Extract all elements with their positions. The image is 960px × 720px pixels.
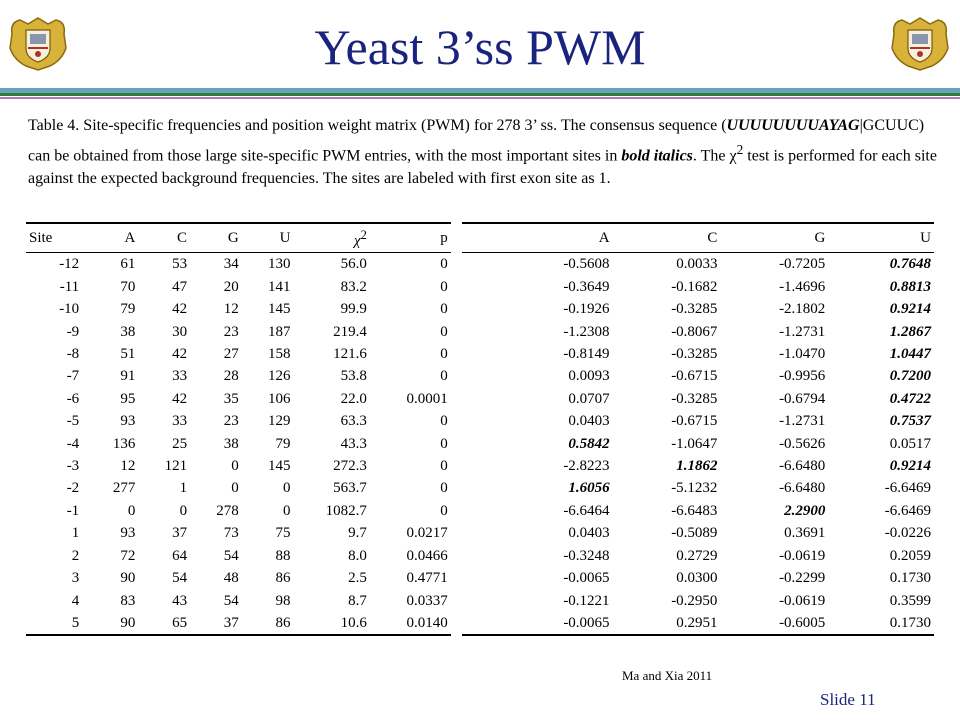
cell-pwm-a: -0.5608 (563, 256, 610, 273)
cell-p-value: 0.0466 (406, 547, 448, 564)
cell-c-count: 33 (172, 413, 188, 430)
cell-p-value: 0 (440, 413, 448, 430)
cell-pwm-c: 0.2951 (613, 612, 721, 635)
cell-site: 2 (71, 547, 80, 564)
cell-u-count: 158 (267, 346, 291, 363)
cell-a-count: 90 (120, 570, 136, 587)
caption-chi-sup: 2 (736, 141, 744, 157)
cell-gap (451, 612, 462, 635)
slide-title: Yeast 3’ss PWM (314, 19, 646, 75)
cell-u-count: 141 (267, 278, 291, 295)
header-u-count: U (242, 223, 294, 253)
cell-a-count: 93 (120, 413, 136, 430)
cell-site: 5 (26, 612, 82, 635)
cell-c-count: 54 (172, 570, 188, 587)
table-row (26, 455, 934, 477)
header-site: Site (26, 223, 82, 253)
table-row (26, 343, 934, 365)
cell-pwm-g: -0.2299 (779, 570, 826, 587)
table-row (26, 410, 934, 432)
cell-chi-square: 10.6 (293, 612, 369, 635)
cell-site: 4 (71, 592, 80, 609)
cell-a-count: 61 (120, 256, 136, 273)
cell-pwm-a: -0.3248 (563, 547, 610, 564)
cell-a-count: 83 (120, 592, 136, 609)
cell-pwm-u: 0.0517 (889, 435, 931, 452)
caption-text-2: |GCUUC) can be obtained from those large site-specific PWM entries, with the most important sites in (28, 117, 925, 164)
cell-a-count: 91 (120, 368, 136, 385)
cell-pwm-u: 0.1730 (889, 570, 931, 587)
cell-pwm-c: -0.3285 (671, 346, 718, 363)
cell-chi-square: 56.0 (340, 256, 367, 273)
cell-a-count: 93 (120, 525, 136, 542)
cell-pwm-u: 0.9214 (889, 301, 931, 318)
cell-pwm-a: -0.1926 (563, 301, 610, 318)
table-row (26, 321, 934, 343)
cell-a-count: 90 (82, 612, 138, 635)
title-rule-green (0, 93, 960, 96)
cell-pwm-g: 2.2900 (784, 502, 826, 519)
table-row (26, 522, 934, 544)
cell-site: -8 (66, 346, 80, 363)
cell-pwm-a: -0.0065 (563, 570, 610, 587)
cell-pwm-c: 0.0300 (676, 570, 718, 587)
cell-site: -4 (66, 435, 80, 452)
cell-a-count: 70 (120, 278, 136, 295)
cell-c-count: 43 (172, 592, 188, 609)
cell-pwm-u: 1.2867 (889, 323, 931, 340)
cell-chi-square: 99.9 (340, 301, 367, 318)
header-chi-sup: 2 (360, 228, 367, 242)
cell-chi-square: 8.0 (348, 547, 367, 564)
cell-pwm-g: -2.1802 (779, 301, 826, 318)
table-row (26, 365, 934, 387)
cell-p-value: 0 (440, 435, 448, 452)
cell-pwm-c: -0.5089 (671, 525, 718, 542)
cell-site: -12 (59, 256, 80, 273)
cell-pwm-a: -0.1221 (563, 592, 610, 609)
cell-pwm-u: -6.6469 (884, 502, 931, 519)
cell-pwm-g: -0.6794 (779, 390, 826, 407)
cell-pwm-g: -6.6480 (779, 458, 826, 475)
cell-pwm-g: -1.0470 (779, 346, 826, 363)
caption-text-3: . The χ (692, 146, 737, 164)
cell-pwm-c: -0.3285 (671, 390, 718, 407)
cell-pwm-c: 0.0033 (676, 256, 718, 273)
table-row (26, 500, 934, 522)
cell-u-count: 75 (275, 525, 291, 542)
cell-pwm-c: -0.8067 (671, 323, 718, 340)
cell-u-count: 0 (282, 480, 291, 497)
cell-g-count: 0 (231, 458, 239, 475)
table-header-row (26, 223, 934, 253)
cell-site: -9 (66, 323, 80, 340)
cell-site: -1 (66, 502, 80, 519)
cell-pwm-u: 0.7648 (889, 256, 931, 273)
cell-pwm-c: -1.0647 (671, 435, 718, 452)
cell-a-count: 0 (127, 502, 136, 519)
cell-gap (451, 522, 462, 544)
cell-c-count: 30 (172, 323, 188, 340)
cell-pwm-u: 0.7200 (889, 368, 931, 385)
cell-c-count: 65 (138, 612, 190, 635)
cell-pwm-c: -0.2950 (671, 592, 718, 609)
cell-chi-square: 272.3 (333, 458, 367, 475)
cell-pwm-u: 0.8813 (889, 278, 931, 295)
cell-gap (451, 500, 462, 522)
cell-a-count: 38 (120, 323, 136, 340)
cell-a-count: 95 (120, 390, 136, 407)
table-row (26, 433, 934, 455)
header-pwm-g: G (720, 223, 828, 253)
cell-u-count: 86 (275, 570, 291, 587)
cell-pwm-c: -0.1682 (671, 278, 718, 295)
cell-pwm-a: 0.0403 (568, 413, 610, 430)
cell-gap (451, 455, 462, 477)
cell-gap (451, 477, 462, 499)
cell-a-count: 51 (120, 346, 136, 363)
table-row (26, 388, 934, 410)
cell-g-count: 48 (223, 570, 239, 587)
cell-g-count: 54 (223, 547, 239, 564)
cell-g-count: 54 (223, 592, 239, 609)
cell-c-count: 42 (172, 346, 188, 363)
cell-chi-square: 2.5 (348, 570, 367, 587)
cell-pwm-g: -1.2731 (779, 323, 826, 340)
cell-pwm-g: -1.4696 (779, 278, 826, 295)
cell-p-value: 0.0217 (406, 525, 448, 542)
cell-c-count: 42 (172, 301, 188, 318)
cell-pwm-u: 1.0447 (889, 346, 931, 363)
cell-c-count: 53 (172, 256, 188, 273)
slide-number: Slide 11 (820, 690, 876, 709)
cell-gap (451, 276, 462, 298)
cell-g-count: 73 (223, 525, 239, 542)
cell-pwm-a: 0.0403 (568, 525, 610, 542)
table-row (26, 477, 934, 499)
header-gap (451, 223, 462, 253)
cell-g-count: 35 (223, 390, 239, 407)
cell-u-count: 145 (267, 301, 291, 318)
cell-pwm-u: -6.6469 (884, 480, 931, 497)
cell-a-count: 277 (112, 480, 136, 497)
cell-gap (451, 388, 462, 410)
cell-pwm-g: 0.3691 (784, 525, 826, 542)
cell-g-count: 37 (190, 612, 242, 635)
cell-pwm-a: 1.6056 (568, 480, 610, 497)
cell-pwm-c: -0.6715 (671, 368, 718, 385)
cell-g-count: 23 (223, 323, 239, 340)
cell-pwm-a: 0.0093 (568, 368, 610, 385)
table-row (26, 253, 934, 276)
cell-p-value: 0 (440, 368, 448, 385)
cell-p-value: 0 (440, 458, 448, 475)
citation: Ma and Xia 2011 (622, 668, 713, 683)
header-pwm-a: A (462, 223, 613, 253)
table-caption (28, 114, 938, 191)
cell-u-count: 187 (267, 323, 291, 340)
cell-u-count: 0 (282, 502, 291, 519)
header-a-count: A (82, 223, 138, 253)
cell-g-count: 38 (223, 435, 239, 452)
caption-text-4: test is performed for each site against the expected background frequencies. The sites are labeled with first exon site as 1. (28, 146, 937, 188)
cell-chi-square: 563.7 (333, 480, 367, 497)
header-chi-symbol: χ (353, 233, 361, 249)
cell-site: -5 (66, 413, 80, 430)
cell-site: 3 (71, 570, 80, 587)
cell-gap (451, 365, 462, 387)
cell-u-count: 126 (267, 368, 291, 385)
cell-chi-square: 43.3 (340, 435, 367, 452)
cell-gap (451, 410, 462, 432)
cell-site: -3 (66, 458, 80, 475)
cell-c-count: 25 (172, 435, 188, 452)
cell-c-count: 33 (172, 368, 188, 385)
cell-c-count: 0 (179, 502, 188, 519)
cell-c-count: 42 (172, 390, 188, 407)
cell-p-value: 0 (440, 502, 448, 519)
cell-g-count: 20 (223, 278, 239, 295)
table-row (26, 612, 934, 635)
cell-pwm-c: 0.2729 (676, 547, 718, 564)
cell-pwm-g: -0.7205 (779, 256, 826, 273)
cell-pwm-g: -0.6005 (720, 612, 828, 635)
cell-p-value: 0.0140 (370, 612, 451, 635)
cell-u-count: 129 (267, 413, 291, 430)
header-p: p (370, 223, 451, 253)
cell-pwm-a: -0.0065 (462, 612, 613, 635)
cell-pwm-u: 0.9214 (889, 458, 931, 475)
cell-pwm-u: 0.2059 (889, 547, 931, 564)
cell-gap (451, 253, 462, 276)
cell-pwm-g: -0.0619 (779, 592, 826, 609)
cell-site: -7 (66, 368, 80, 385)
cell-chi-square: 1082.7 (325, 502, 367, 519)
cell-chi-square: 9.7 (348, 525, 367, 542)
cell-g-count: 34 (223, 256, 239, 273)
cell-chi-square: 121.6 (333, 346, 367, 363)
cell-site: -2 (66, 480, 80, 497)
cell-pwm-g: -1.2731 (779, 413, 826, 430)
cell-u-count: 86 (242, 612, 294, 635)
cell-u-count: 79 (275, 435, 291, 452)
table-row (26, 545, 934, 567)
cell-chi-square: 22.0 (340, 390, 367, 407)
cell-pwm-g: -0.0619 (779, 547, 826, 564)
cell-p-value: 0.0001 (406, 390, 448, 407)
table-row (26, 276, 934, 298)
cell-g-count: 28 (223, 368, 239, 385)
cell-pwm-u: 0.4722 (889, 390, 931, 407)
cell-chi-square: 219.4 (333, 323, 367, 340)
cell-c-count: 64 (172, 547, 188, 564)
cell-p-value: 0.0337 (406, 592, 448, 609)
cell-g-count: 23 (223, 413, 239, 430)
cell-pwm-c: -0.3285 (671, 301, 718, 318)
cell-chi-square: 8.7 (348, 592, 367, 609)
cell-pwm-c: -6.6483 (671, 502, 718, 519)
cell-pwm-u: 0.3599 (889, 592, 931, 609)
cell-c-count: 121 (164, 458, 188, 475)
cell-chi-square: 83.2 (340, 278, 367, 295)
title-rule-purple (0, 97, 960, 99)
header-pwm-u: U (828, 223, 934, 253)
cell-chi-square: 53.8 (340, 368, 367, 385)
cell-a-count: 79 (120, 301, 136, 318)
cell-g-count: 27 (223, 346, 239, 363)
table-row (26, 590, 934, 612)
cell-p-value: 0 (440, 346, 448, 363)
cell-u-count: 106 (267, 390, 291, 407)
cell-u-count: 88 (275, 547, 291, 564)
cell-c-count: 37 (172, 525, 188, 542)
cell-gap (451, 567, 462, 589)
cell-g-count: 12 (223, 301, 239, 318)
cell-pwm-g: -0.5626 (779, 435, 826, 452)
cell-site: 1 (71, 525, 80, 542)
cell-site: -6 (66, 390, 80, 407)
cell-pwm-g: -0.9956 (779, 368, 826, 385)
cell-p-value: 0 (440, 301, 448, 318)
header-pwm-c: C (613, 223, 721, 253)
cell-c-count: 1 (179, 480, 188, 497)
cell-pwm-a: -0.8149 (563, 346, 610, 363)
cell-c-count: 47 (172, 278, 188, 295)
cell-gap (451, 343, 462, 365)
cell-pwm-a: -2.8223 (563, 458, 610, 475)
header-chi-square (293, 223, 369, 253)
table-row (26, 567, 934, 589)
cell-site: -11 (59, 278, 80, 295)
table-row (26, 298, 934, 320)
cell-a-count: 12 (120, 458, 136, 475)
cell-p-value: 0 (440, 323, 448, 340)
cell-pwm-a: 0.5842 (568, 435, 610, 452)
caption-text-1: Table 4. Site-specific frequencies and position weight matrix (PWM) for 278 3’ ss. The consensus sequence ( (28, 117, 727, 134)
cell-g-count: 278 (216, 502, 239, 519)
cell-pwm-u: 0.7537 (889, 413, 931, 430)
cell-gap (451, 433, 462, 455)
cell-pwm-g: -6.6480 (779, 480, 826, 497)
cell-pwm-a: 0.0707 (568, 390, 610, 407)
cell-chi-square: 63.3 (340, 413, 367, 430)
cell-pwm-a: -0.3649 (563, 278, 610, 295)
cell-u-count: 145 (267, 458, 291, 475)
pwm-table (26, 222, 934, 636)
cell-a-count: 136 (112, 435, 136, 452)
cell-gap (451, 298, 462, 320)
cell-g-count: 0 (231, 480, 239, 497)
cell-pwm-c: -0.6715 (671, 413, 718, 430)
cell-u-count: 130 (267, 256, 291, 273)
cell-pwm-a: -1.2308 (563, 323, 610, 340)
cell-gap (451, 321, 462, 343)
cell-p-value: 0 (440, 256, 448, 273)
cell-pwm-u: -0.0226 (884, 525, 931, 542)
cell-pwm-u: 0.1730 (828, 612, 934, 635)
cell-site: -10 (59, 301, 80, 318)
header-c-count: C (138, 223, 190, 253)
caption-consensus: UUUUUUUUAYAG (726, 117, 860, 134)
cell-p-value: 0 (440, 278, 448, 295)
header-g-count: G (190, 223, 242, 253)
cell-gap (451, 545, 462, 567)
cell-pwm-a: -6.6464 (563, 502, 610, 519)
caption-bold-italics: bold italics (621, 146, 693, 164)
cell-pwm-c: -5.1232 (671, 480, 718, 497)
cell-a-count: 72 (120, 547, 136, 564)
cell-p-value: 0 (440, 480, 448, 497)
cell-u-count: 98 (275, 592, 291, 609)
cell-p-value: 0.4771 (406, 570, 448, 587)
cell-gap (451, 590, 462, 612)
cell-pwm-c: 1.1862 (676, 458, 718, 475)
